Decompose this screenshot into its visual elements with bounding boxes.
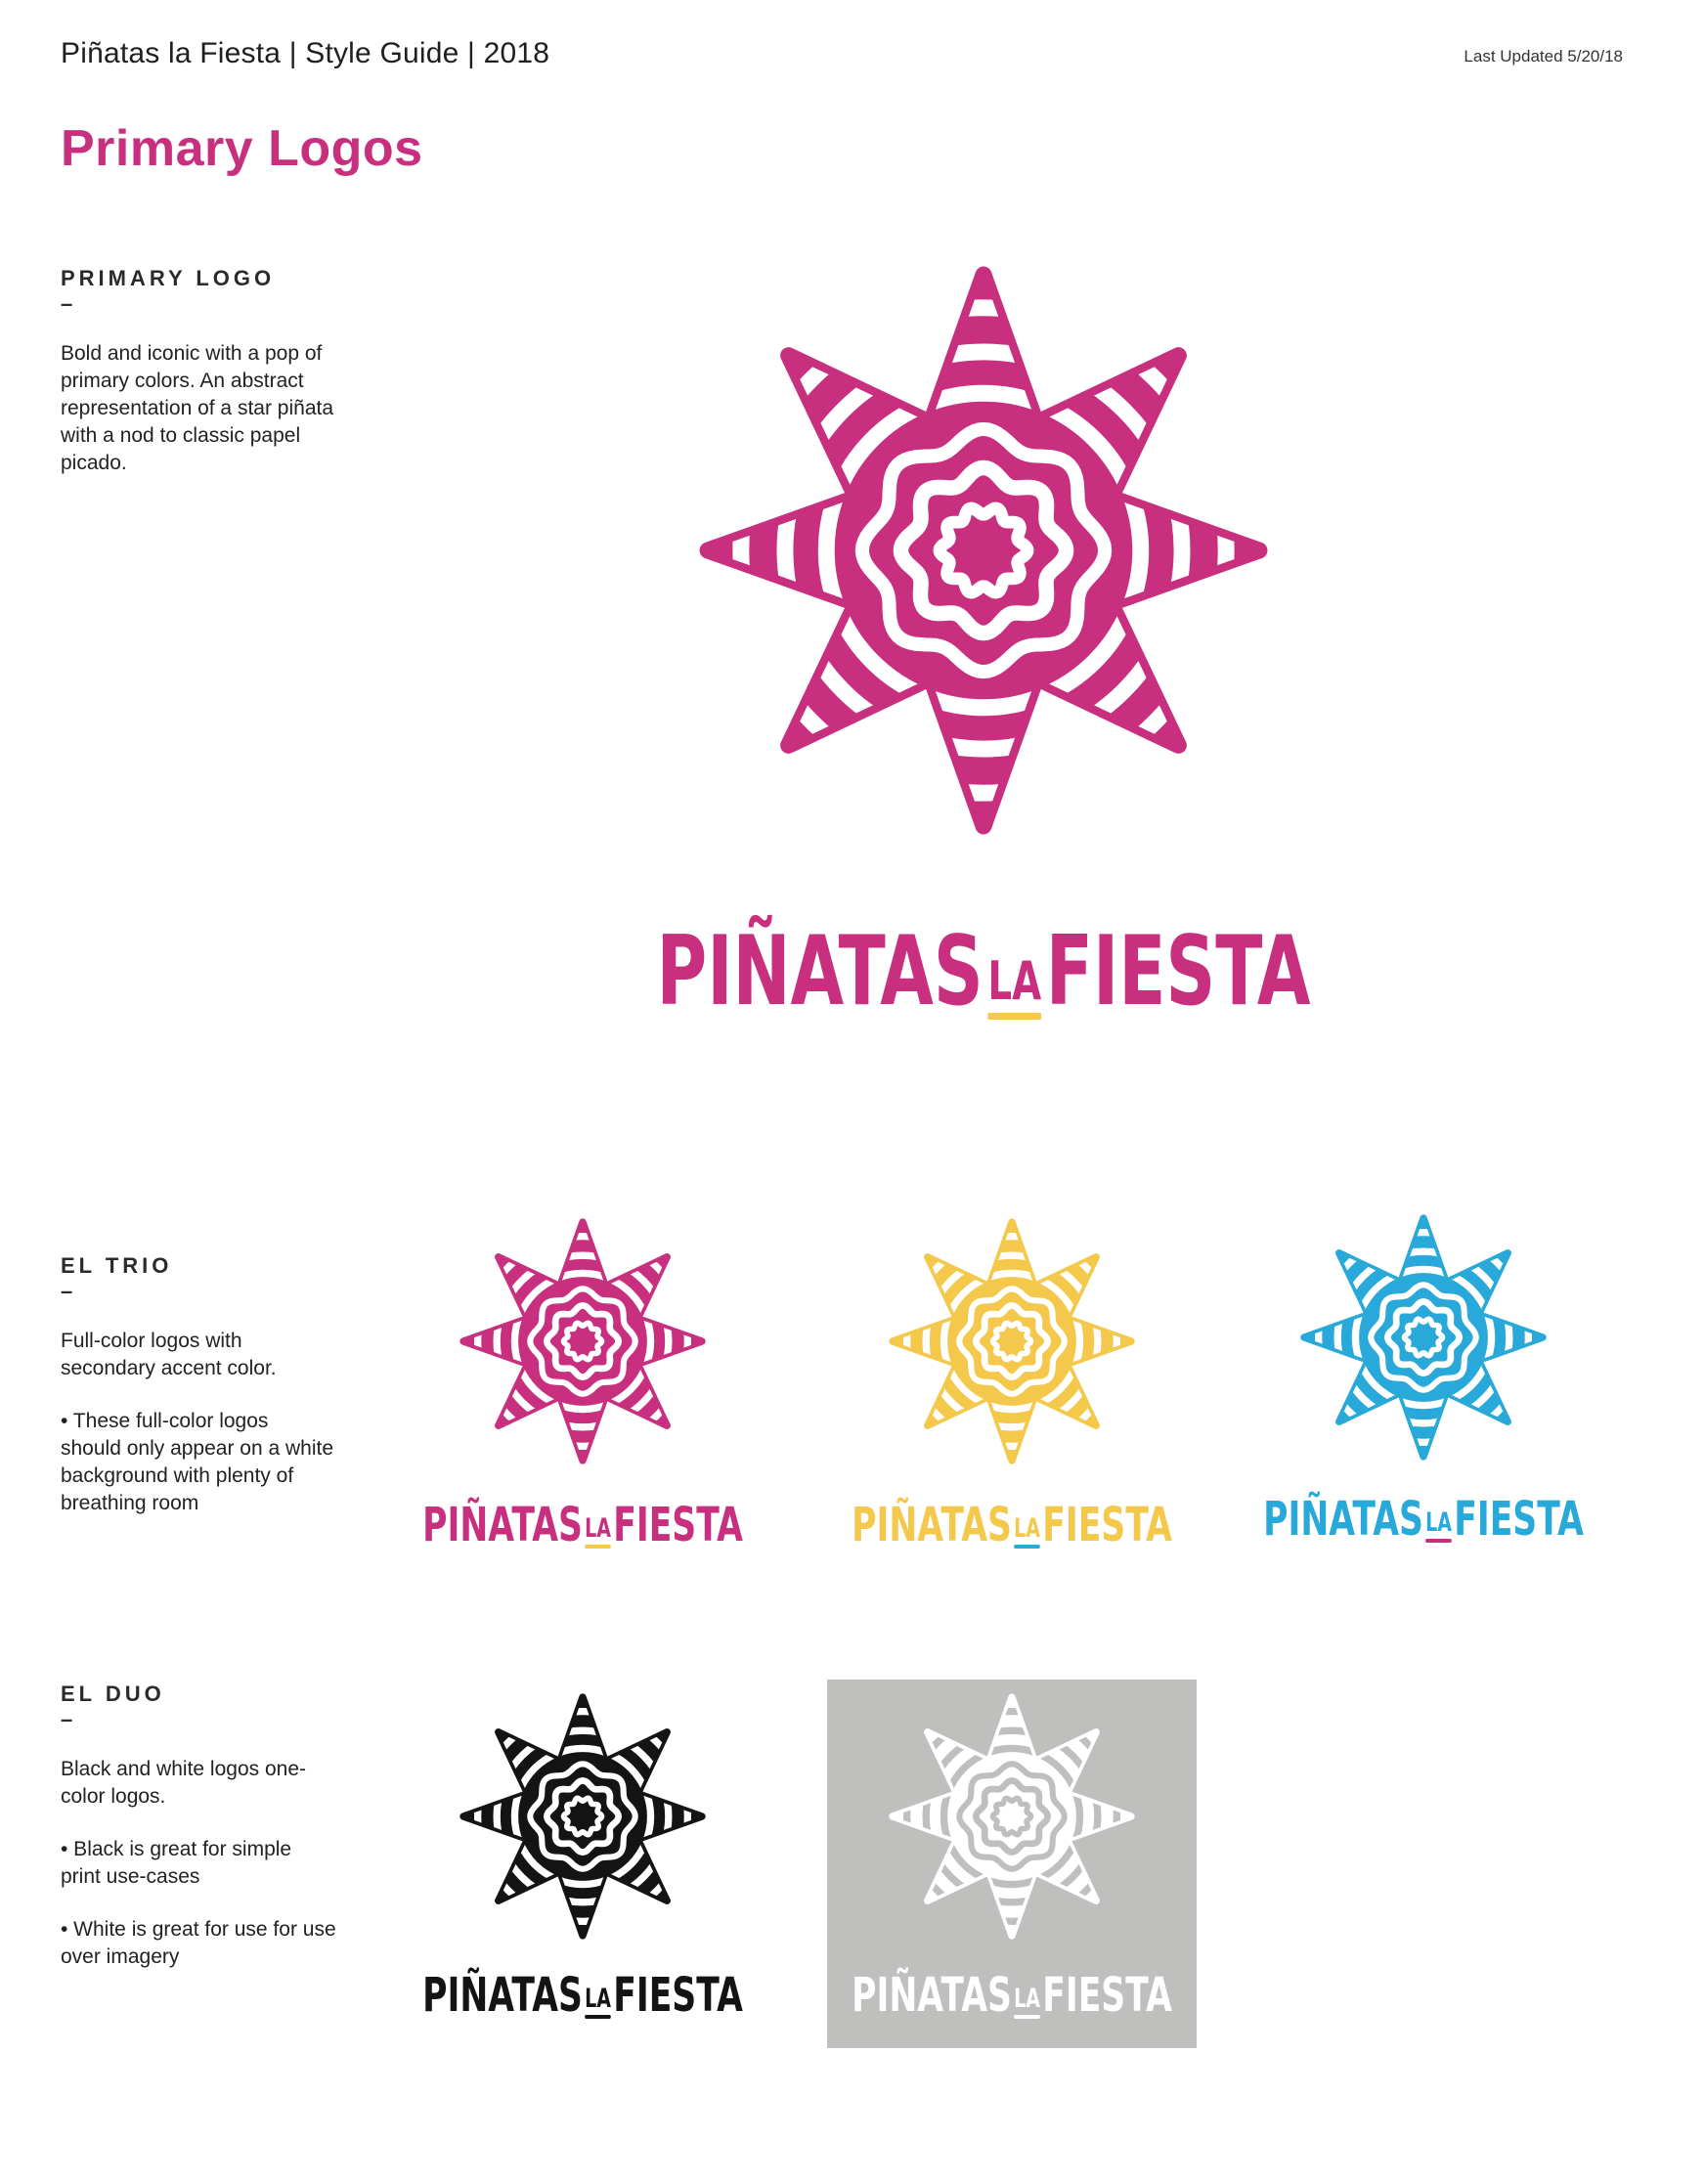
wordmark-la: LA bbox=[585, 1516, 611, 1548]
el-trio-note: • These full-color logos should only appear on a white background with plenty of breathing room bbox=[61, 1410, 334, 1514]
wordmark-pinatas: PIÑATAS bbox=[852, 1497, 1012, 1552]
el-duo-dash: – bbox=[61, 1707, 73, 1731]
page-title: Primary Logos bbox=[61, 120, 423, 177]
el-duo-section bbox=[61, 1682, 354, 1971]
wordmark-la-underline bbox=[585, 1545, 611, 1549]
star-pinata-icon bbox=[454, 1212, 712, 1470]
wordmark-la: LA bbox=[585, 1987, 611, 2018]
last-updated: Last Updated 5/20/18 bbox=[1464, 47, 1623, 66]
wordmark-fiesta: FIESTA bbox=[1045, 916, 1311, 1028]
el-duo-description: Black and white logos one-color logos. bbox=[61, 1758, 306, 1808]
wordmark-la-underline bbox=[1014, 1545, 1040, 1549]
el-trio-heading: EL TRIO bbox=[61, 1253, 173, 1278]
wordmark-la-underline bbox=[987, 1013, 1041, 1021]
wordmark-pinatas: PIÑATAS bbox=[852, 1967, 1012, 2023]
el-duo-heading: EL DUO bbox=[61, 1682, 165, 1706]
wordmark bbox=[1071, 1491, 1705, 1547]
wordmark-la-underline bbox=[1425, 1539, 1452, 1543]
wordmark-fiesta: FIESTA bbox=[613, 1967, 743, 2023]
wordmark bbox=[660, 1967, 1364, 2023]
el-trio-section bbox=[61, 1253, 354, 1517]
wordmark-la: LA bbox=[987, 955, 1041, 1020]
el-trio-description: Full-color logos with secondary accent color. bbox=[61, 1330, 277, 1379]
wordmark-pinatas: PIÑATAS bbox=[422, 1967, 583, 2023]
wordmark-la-underline bbox=[1014, 2015, 1040, 2019]
wordmark-la-underline bbox=[585, 2015, 611, 2019]
el-duo-note-white: • White is great for use for use over imagery bbox=[61, 1918, 336, 1968]
wordmark-la: LA bbox=[1425, 1510, 1452, 1542]
wordmark-pinatas: PIÑATAS bbox=[656, 916, 984, 1028]
wordmark-fiesta: FIESTA bbox=[1042, 1967, 1172, 2023]
el-trio-dash: – bbox=[61, 1279, 73, 1303]
star-pinata-icon bbox=[883, 1212, 1141, 1470]
primary-logo-description: Bold and iconic with a pop of primary colors. An abstract representation of a star piñata with a nod to classic papel picado. bbox=[61, 342, 334, 474]
wordmark-pinatas: PIÑATAS bbox=[422, 1497, 583, 1552]
primary-logo-dash: – bbox=[61, 291, 73, 316]
wordmark-fiesta: FIESTA bbox=[613, 1497, 743, 1552]
star-pinata-icon bbox=[454, 1687, 712, 1945]
wordmark-la: LA bbox=[1014, 1516, 1040, 1548]
header-title: Piñatas la Fiesta | Style Guide | 2018 bbox=[61, 37, 550, 69]
wordmark-fiesta: FIESTA bbox=[1042, 1497, 1172, 1552]
star-pinata-icon bbox=[883, 1687, 1141, 1945]
wordmark-pinatas: PIÑATAS bbox=[1263, 1491, 1423, 1547]
primary-logo-heading: PRIMARY LOGO bbox=[61, 266, 276, 290]
star-pinata-icon bbox=[698, 265, 1269, 836]
star-pinata-icon bbox=[1294, 1208, 1552, 1466]
el-duo-note-black: • Black is great for simple print use-cases bbox=[61, 1838, 292, 1888]
primary-logo-section bbox=[61, 266, 354, 477]
wordmark bbox=[632, 916, 1335, 1028]
wordmark-fiesta: FIESTA bbox=[1454, 1491, 1584, 1547]
wordmark-la: LA bbox=[1014, 1987, 1040, 2018]
